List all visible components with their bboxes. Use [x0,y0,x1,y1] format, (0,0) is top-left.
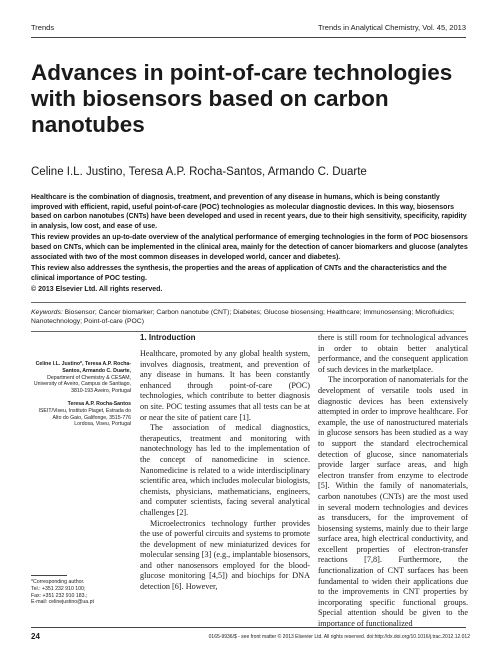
correspondence-email[interactable]: E-mail: celinejustino@ua.pt [31,599,94,606]
affiliation-address: Department of Chemistry & CESAM, University of Aveiro, Campus de Santiago, 3810-193 Aveiro, Portugal [33,374,131,395]
footer-divider [31,627,466,628]
keywords-divider-bottom [31,331,466,332]
header-divider [31,37,466,38]
body-paragraph: The incorporation of nanomaterials for the development of versatile tools used in diagnostic devices has been extensively attempted in order to improve healthcare. For example, the use of nanostructured materials in glucose sensors has been studied as a way to support the standard electrochemical detection of glucose, since nanomaterials provide larger surface areas, and high electron transfer from enzyme to electrode [5]. Within the family of nanomaterials, carbon nanotubes (CNTs) are the most used in several modern technologies and devices as transducers, for the improvement of biosensing systems, mainly due to their large surface area, high electrical conductivity, and excellent properties of electron-transfer reactions [7,8]. Furthermore, the functionalization of CNT surfaces has been fundamental to widen their applications due to the improvements in CNT properties by incorporating specific functional groups. Special attention should be given to the importance of functionalized [318,375,468,629]
affiliation-names: Celine I.L. Justino*, Teresa A.P. Rocha-Santos, Armando C. Duarte, [35,361,131,374]
correspondence [31,579,131,606]
article-title: Advances in point-of-care technologies with biosensors based on carbon nanotubes [31,60,453,137]
abstract-paragraph: Healthcare is the combination of diagnosis, treatment, and prevention of any disease in humans, which is being constantly improved with efficient, rapid, useful point-of-care (POC) technologies as molecular diagnostic devices. In this way, biosensors based on carbon nanotubes (CNTs) have been developed and used in recent years, due to their high sensitivity, specificity, rapidity in analysis, low cost, and ease of use. [31,194,467,230]
section-tag: Trends [31,23,55,32]
copyright-line: © 2013 Elsevier Ltd. All rights reserved. [31,286,163,294]
affiliation-block [31,401,131,428]
page-number: 24 [31,632,40,641]
keywords-divider-top [31,302,466,303]
body-paragraph: The association of medical diagnostics, therapeutics, treatment and monitoring with nanotechnology has led to the implementation of the concept of nanomedicine in science. Nanomedicine is related to a wide interdisciplinary scientific area, which includes molecular biologists, chemists, physicians, mathematicians, engineers, and computer scientists, facing several analytical challenges [2]. [140,423,310,517]
body-column-2 [318,333,468,630]
section-heading: 1. Introduction [140,333,196,342]
affiliation-address: ISEIT/Viseu, Instituto Piaget, Estrada do Alto do Gaio, Galifonge, 3515-776 Lordosa, Viseu, Portugal [38,407,131,428]
author-list: Celine I.L. Justino, Teresa A.P. Rocha-Santos, Armando C. Duarte [31,166,367,178]
keywords-label: Keywords: [31,309,63,316]
footnote-divider [31,575,67,576]
body-paragraph: Microelectronics technology further provides the use of powerful circuits and systems to promote the development of new miniaturized devices for molecular sensing [3] (e.g., implantable biosensors, and other nanosensors employed for the blood-glucose monitoring [4,5]) and biochips for DNA detection [6]. However, [140,518,310,592]
body-column-1 [140,349,310,593]
abstract [31,193,471,297]
abstract-paragraph: This review also addresses the synthesis, the properties and the areas of application of CNTs and the characteristics and the clinical importance of POC testing. [31,265,447,282]
correspondence-fax: Fax: +351 232 910 183.; [31,592,88,599]
correspondence-tel: Tel.: +351 232 910 100; [31,585,86,592]
journal-reference: Trends in Analytical Chemistry, Vol. 45, 2013 [318,23,466,32]
affiliations [31,361,131,434]
affiliation-names: Teresa A.P. Rocha-Santos [67,400,131,407]
body-paragraph: there is still room for technological advances in order to obtain better analytical performance, and the consequent application of such devices in the marketplace. [318,333,468,374]
footer-info: 0165-9936/$ - see front matter © 2013 Elsevier Ltd. All rights reserved. doi:http://dx.doi.org/10.1016/j.trac.2012.12.012 [208,634,470,640]
affiliation-block [31,361,131,395]
keywords-text: Biosensor; Cancer biomarker; Carbon nanotube (CNT); Diabetes; Glucose biosensing; Healthcare; Immunosensing; Microfluidics; Nanotechnology; Point-of-care (POC) [31,309,455,326]
body-paragraph: Healthcare, promoted by any global health system, involves diagnosis, treatment, and prevention of any disease in humans. It has been constantly enhanced through point-of-care (POC) technologies, which contribute to better diagnosis on site. POC testing assumes that all tests can be at or near the site of patient care [1]. [140,349,310,422]
correspondence-label: *Corresponding author. [31,579,85,585]
abstract-paragraph: This review provides an up-to-date overview of the analytical performance of emerging technologies in the form of POC biosensors based on CNTs, which can be implemented in the clinical area, mainly for the detection of cancer biomarkers and glucose (analytes associated with two of the most common diseases in developed world, cancer and diabetes). [31,234,468,261]
keywords [31,308,471,327]
